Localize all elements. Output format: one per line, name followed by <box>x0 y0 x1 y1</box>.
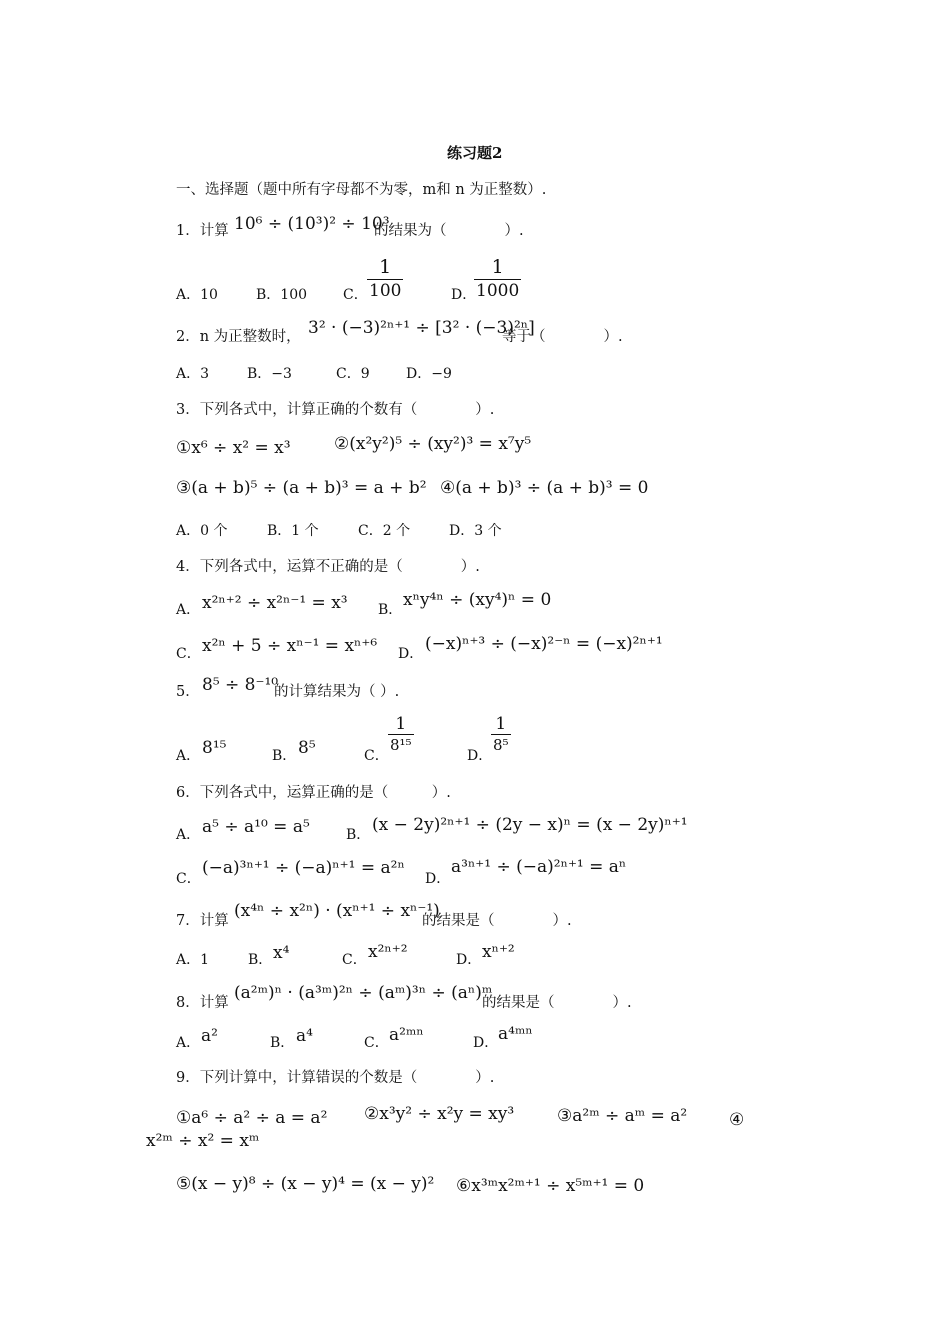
q3-option-a: A．0 个 <box>176 523 228 539</box>
q5-option-b-label: B． <box>272 748 297 764</box>
q6-option-d-label: D． <box>425 871 451 887</box>
q4-option-b-label: B． <box>378 602 403 618</box>
q7-suffix: 的结果是（ ）. <box>422 913 572 929</box>
q5-prefix: 5． <box>176 684 200 700</box>
q9-item-4-expression: x²ᵐ ÷ x² = xᵐ <box>146 1131 260 1151</box>
page-title: 练习题2 <box>447 144 503 162</box>
q8-option-a-label: A． <box>176 1035 201 1051</box>
q1-prefix: 1．计算 <box>176 223 229 239</box>
q9-item-4-marker: ④ <box>729 1110 745 1130</box>
q1-option-c-denominator: 100 <box>369 281 402 301</box>
q1-option-d-label: D． <box>451 287 477 303</box>
q5-expression: 8⁵ ÷ 8⁻¹⁰ <box>202 675 279 695</box>
q4-option-a-label: A． <box>176 602 201 618</box>
q6-option-b-expression: (x − 2y)²ⁿ⁺¹ ÷ (2y − x)ⁿ = (x − 2y)ⁿ⁺¹ <box>372 815 688 835</box>
q6-option-a-expression: a⁵ ÷ a¹⁰ = a⁵ <box>202 817 310 837</box>
q1-option-b: B．100 <box>256 287 308 303</box>
q6-option-d-expression: a³ⁿ⁺¹ ÷ (−a)²ⁿ⁺¹ = aⁿ <box>451 857 627 877</box>
q4-stem: 4．下列各式中，运算不正确的是（ ）. <box>176 559 480 575</box>
q2-option-d: D．−9 <box>406 366 452 382</box>
q8-option-d-label: D． <box>473 1035 499 1051</box>
q1-option-c-fraction <box>367 255 403 302</box>
q7-option-d-expression: xⁿ⁺² <box>482 942 515 962</box>
q3-item-4: ④(a + b)³ ÷ (a + b)³ = 0 <box>440 478 649 498</box>
q1-option-c-label: C． <box>343 287 368 303</box>
q2-suffix: 等于（ ）. <box>502 329 623 345</box>
q6-option-c-label: C． <box>176 871 201 887</box>
q5-option-d-label: D． <box>467 748 493 764</box>
q6-stem: 6．下列各式中，运算正确的是（ ）. <box>176 785 451 801</box>
q5-option-c-label: C． <box>364 748 389 764</box>
q8-option-b-expression: a⁴ <box>296 1026 313 1046</box>
q9-item-3: ③a²ᵐ ÷ aᵐ = a² <box>557 1106 688 1126</box>
q1-option-d-denominator: 1000 <box>476 281 520 301</box>
q5-option-d-numerator: 1 <box>495 714 507 734</box>
q9-stem: 9．下列计算中，计算错误的个数是（ ）. <box>176 1070 495 1086</box>
q7-option-d-label: D． <box>456 952 482 968</box>
q1-option-c-numerator: 1 <box>379 256 392 278</box>
q5-option-c-numerator: 1 <box>395 714 407 734</box>
q7-expression: (x⁴ⁿ ÷ x²ⁿ) · (xⁿ⁺¹ ÷ xⁿ⁻¹) <box>234 901 440 921</box>
q8-option-c-label: C． <box>364 1035 389 1051</box>
q6-option-c-expression: (−a)³ⁿ⁺¹ ÷ (−a)ⁿ⁺¹ = a²ⁿ <box>202 858 405 878</box>
q1-option-d-numerator: 1 <box>491 256 504 278</box>
q7-option-c-label: C． <box>342 952 367 968</box>
q8-option-a-expression: a² <box>201 1026 218 1046</box>
q5-option-c-fraction <box>388 714 414 755</box>
q7-option-b-expression: x⁴ <box>273 943 290 963</box>
q3-option-d: D．3 个 <box>449 523 502 539</box>
q8-expression: (a²ᵐ)ⁿ · (a³ᵐ)²ⁿ ÷ (aᵐ)³ⁿ ÷ (aⁿ)ᵐ <box>234 983 493 1003</box>
q6-option-a-label: A． <box>176 827 201 843</box>
q3-stem: 3．下列各式中，计算正确的个数有（ ）. <box>176 402 495 418</box>
q6-option-b-label: B． <box>346 827 371 843</box>
q5-option-d-fraction <box>491 714 511 755</box>
q8-option-b-label: B． <box>270 1035 295 1051</box>
q1-expression: 10⁶ ÷ (10³)² ÷ 10³ <box>234 214 390 234</box>
q4-option-d-expression: (−x)ⁿ⁺³ ÷ (−x)²⁻ⁿ = (−x)²ⁿ⁺¹ <box>425 634 663 654</box>
q4-option-c-expression: x²ⁿ + 5 ÷ xⁿ⁻¹ = xⁿ⁺⁶ <box>202 636 378 656</box>
section-heading: 一、选择题（题中所有字母都不为零，m和 n 为正整数）. <box>176 182 547 198</box>
q4-option-d-label: D． <box>398 646 424 662</box>
q8-option-c-expression: a²ᵐⁿ <box>389 1025 424 1045</box>
q9-item-2: ②x³y² ÷ x²y = xy³ <box>364 1104 515 1124</box>
q2-option-c: C．9 <box>336 366 370 382</box>
q5-suffix: 的计算结果为（ ）. <box>274 684 400 700</box>
q3-item-2: ②(x²y²)⁵ ÷ (xy²)³ = x⁷y⁵ <box>334 434 532 454</box>
q4-option-c-label: C． <box>176 646 201 662</box>
q5-option-b-expression: 8⁵ <box>298 738 316 758</box>
q7-option-c-expression: x²ⁿ⁺² <box>368 942 408 962</box>
q2-expression: 3² · (−3)²ⁿ⁺¹ ÷ [3² · (−3)²ⁿ] <box>308 318 535 338</box>
q5-option-a-label: A． <box>176 748 201 764</box>
q3-option-c: C．2 个 <box>358 523 411 539</box>
q2-option-b: B．−3 <box>247 366 292 382</box>
q3-option-b: B．1 个 <box>267 523 319 539</box>
q9-item-1: ①a⁶ ÷ a² ÷ a = a² <box>176 1108 328 1128</box>
q9-item-5: ⑤(x − y)⁸ ÷ (x − y)⁴ = (x − y)² <box>176 1174 435 1194</box>
q4-option-b-expression: xⁿy⁴ⁿ ÷ (xy⁴)ⁿ = 0 <box>403 590 552 610</box>
q1-option-a: A．10 <box>176 287 218 303</box>
q7-option-a: A．1 <box>176 952 210 968</box>
q9-item-6: ⑥x³ᵐx²ᵐ⁺¹ ÷ x⁵ᵐ⁺¹ = 0 <box>456 1176 645 1196</box>
q2-option-a: A．3 <box>176 366 210 382</box>
q5-option-c-denominator: 8¹⁵ <box>390 736 412 754</box>
q3-item-1: ①x⁶ ÷ x² = x³ <box>176 438 291 458</box>
q1-option-d-fraction <box>474 255 521 302</box>
q2-prefix: 2．n 为正整数时， <box>176 329 301 345</box>
q4-option-a-expression: x²ⁿ⁺² ÷ x²ⁿ⁻¹ = x³ <box>202 593 348 613</box>
q5-option-a-expression: 8¹⁵ <box>202 738 227 758</box>
q8-prefix: 8．计算 <box>176 995 229 1011</box>
q8-option-d-expression: a⁴ᵐⁿ <box>498 1024 533 1044</box>
q5-option-d-denominator: 8⁵ <box>493 736 509 754</box>
q7-option-b-label: B． <box>248 952 273 968</box>
q7-prefix: 7．计算 <box>176 913 229 929</box>
q3-item-3: ③(a + b)⁵ ÷ (a + b)³ = a + b² <box>176 478 427 498</box>
q8-suffix: 的结果是（ ）. <box>482 995 632 1011</box>
q1-suffix: 的结果为（ ）. <box>374 223 524 239</box>
